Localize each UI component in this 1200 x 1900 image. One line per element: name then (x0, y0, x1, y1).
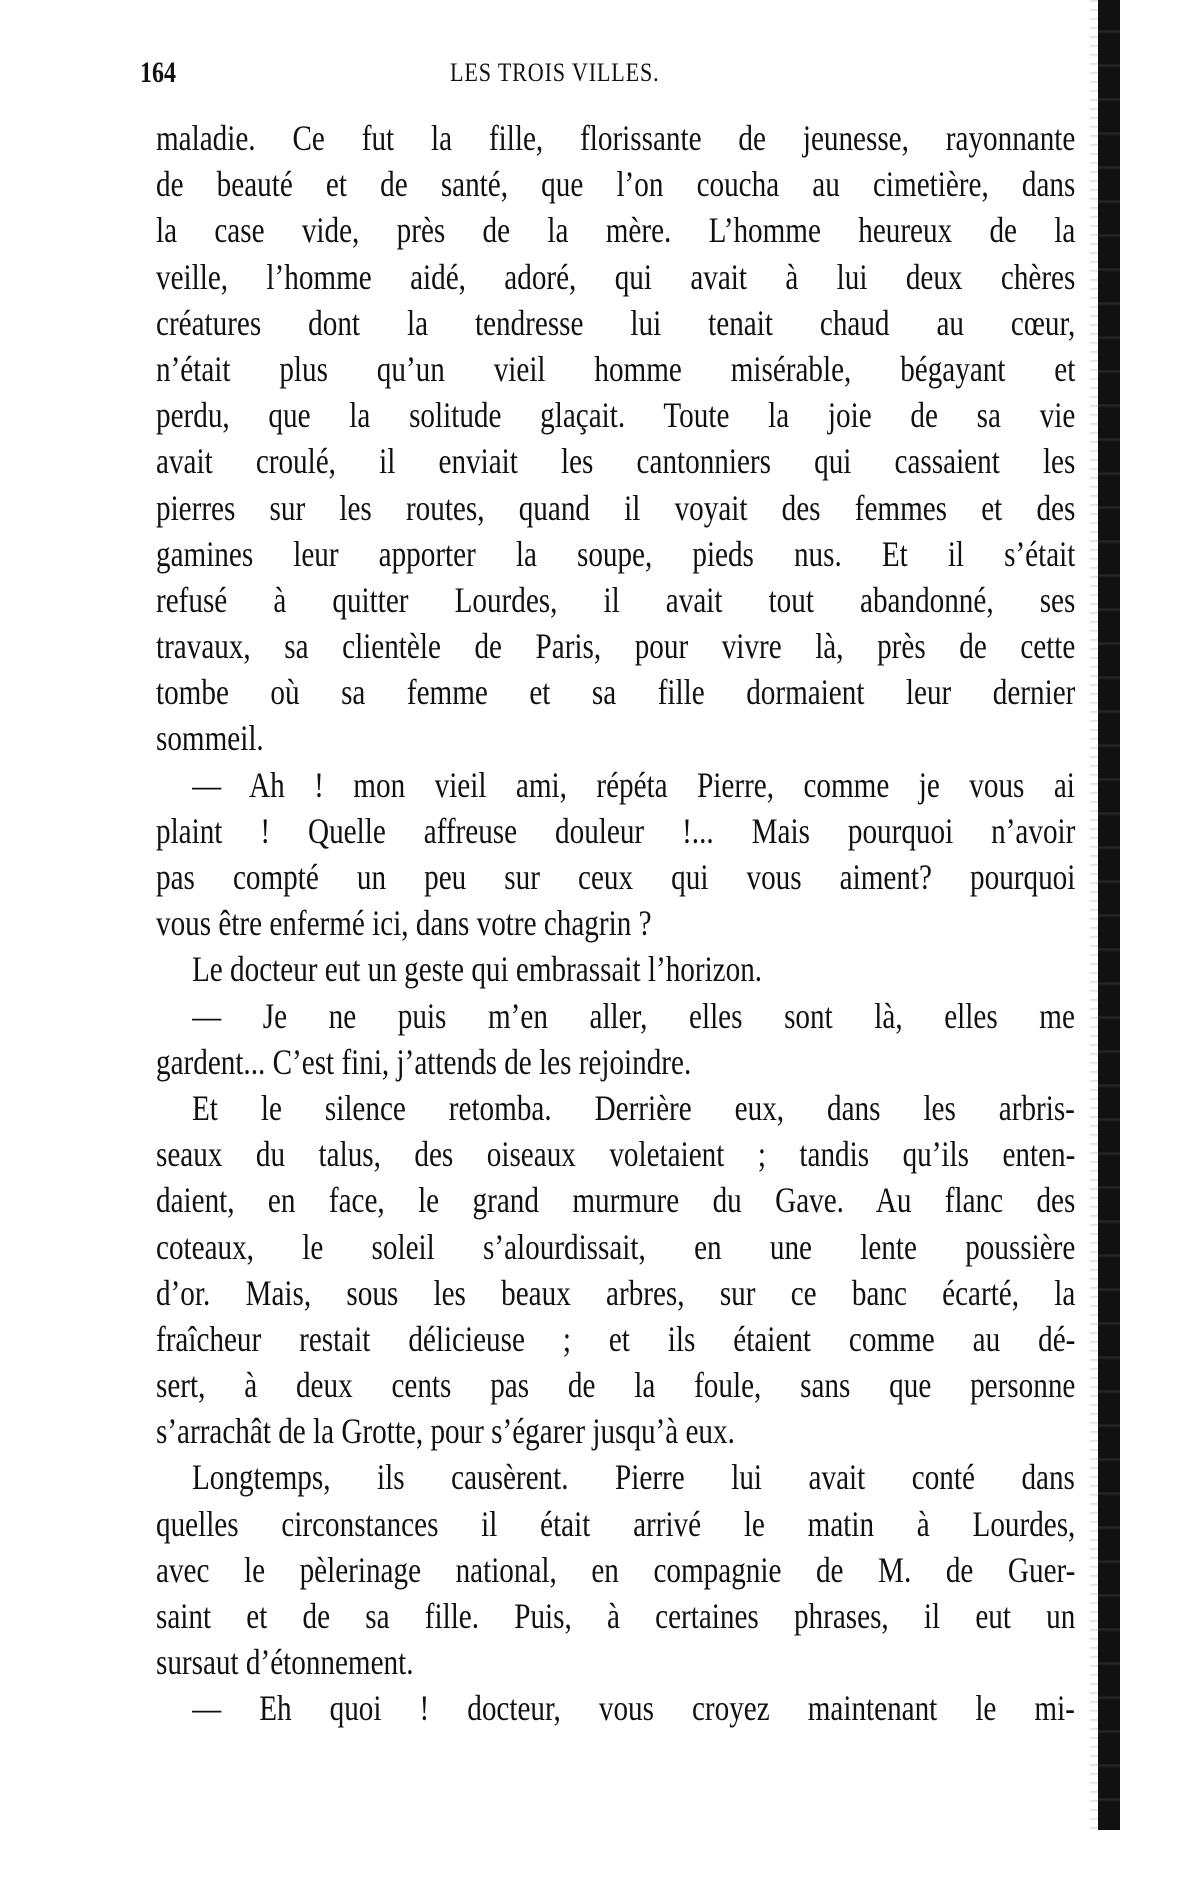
text-line-content: sert, à deux cents pas de la foule, sans que personne (156, 1365, 1076, 1406)
scan-binding-edge (1098, 0, 1120, 1830)
text-line (156, 1362, 1076, 1408)
text-line-content: pas compté un peu sur ceux qui vous aiment? pourquoi (156, 857, 1076, 897)
text-line-content: saint et de sa fille. Puis, à certaines phrases, il eut un (156, 1596, 1076, 1636)
text-line-content: la case vide, près de la mère. L’homme heureux de la (156, 210, 1076, 251)
page-header (140, 56, 940, 96)
text-line (156, 854, 1076, 900)
text-line-content: travaux, sa clientèle de Paris, pour vivre là, près de cette (156, 626, 1076, 667)
text-line (156, 531, 1076, 577)
text-line (156, 715, 1076, 761)
text-line-content: daient, en face, le grand murmure du Gave. Au flanc des (156, 1180, 1076, 1221)
text-line (156, 207, 1076, 253)
text-line-content: pierres sur les routes, quand il voyait des femmes et des (156, 487, 1076, 528)
text-line-content: sursaut d’étonnement. (156, 1642, 414, 1683)
text-line (156, 1501, 1076, 1547)
text-line (156, 669, 1076, 715)
text-line (156, 1685, 1076, 1731)
text-line-content: vous être enfermé ici, dans votre chagrin ? (156, 903, 652, 944)
text-line (156, 1316, 1076, 1362)
page-number: 164 (140, 56, 176, 89)
text-line-content: créatures dont la tendresse lui tenait chaud au cœur, (156, 302, 1076, 343)
text-line (156, 1593, 1076, 1639)
text-line-content: d’or. Mais, sous les beaux arbres, sur ce banc écarté, la (156, 1272, 1076, 1313)
text-line (156, 300, 1076, 346)
text-line (156, 900, 1076, 946)
text-line (156, 1547, 1076, 1593)
text-line-content: Le docteur eut un geste qui embrassait l’horizon. (192, 949, 763, 990)
text-line-content: — Eh quoi ! docteur, vous croyez maintenant le mi- (192, 1688, 1075, 1729)
text-line-content: seaux du talus, des oiseaux voletaient ; tandis qu’ils enten- (156, 1134, 1076, 1175)
text-line (156, 1408, 1076, 1454)
text-line (156, 1270, 1076, 1316)
text-line (156, 1224, 1076, 1270)
text-line (156, 1177, 1076, 1223)
text-line-content: fraîcheur restait délicieuse ; et ils étaient comme au dé- (156, 1318, 1076, 1359)
text-line-content: avec le pèlerinage national, en compagnie de M. de Guer- (156, 1549, 1076, 1590)
text-line (156, 1454, 1076, 1500)
text-line (156, 115, 1076, 161)
text-line-content: gardent... C’est fini, j’attends de les rejoindre. (156, 1041, 692, 1082)
text-line-content: s’arrachât de la Grotte, pour s’égarer jusqu’à eux. (156, 1411, 735, 1452)
text-line (156, 993, 1076, 1039)
text-line-content: plaint ! Quelle affreuse douleur !... Mais pourquoi n’avoir (156, 810, 1076, 851)
text-line (156, 762, 1076, 808)
text-line-content: — Ah ! mon vieil ami, répéta Pierre, comme je vous ai (192, 764, 1075, 805)
text-line (156, 946, 1076, 992)
text-line-content: quelles circonstances il était arrivé le matin à Lourdes, (156, 1503, 1076, 1544)
text-line (156, 1085, 1076, 1131)
text-line-content: sommeil. (156, 718, 264, 759)
text-line-content: avait croulé, il enviait les cantonniers qui cassaient les (156, 441, 1076, 482)
text-line (156, 808, 1076, 854)
text-line (156, 1039, 1076, 1085)
text-line (156, 161, 1076, 207)
text-line (156, 438, 1076, 484)
text-line (156, 577, 1076, 623)
text-line-content: veille, l’homme aidé, adoré, qui avait à lui deux chères (156, 256, 1076, 297)
text-line-content: — Je ne puis m’en aller, elles sont là, elles me (192, 995, 1075, 1036)
text-line (156, 346, 1076, 392)
text-line (156, 623, 1076, 669)
text-line (156, 1131, 1076, 1177)
text-line (156, 254, 1076, 300)
text-line-content: maladie. Ce fut la fille, florissante de jeunesse, rayonnante (156, 118, 1076, 158)
page-body-text (156, 115, 1076, 1732)
text-line-content: de beauté et de santé, que l’on coucha au cimetière, dans (156, 164, 1076, 205)
text-line (156, 485, 1076, 531)
text-line-content: refusé à quitter Lourdes, il avait tout abandonné, ses (156, 579, 1076, 620)
text-line (156, 1639, 1076, 1685)
text-line (156, 392, 1076, 438)
text-line-content: coteaux, le soleil s’alourdissait, en une lente poussière (156, 1226, 1076, 1267)
running-title: LES TROIS VILLES. (450, 58, 660, 87)
text-line-content: tombe où sa femme et sa fille dormaient leur dernier (156, 672, 1076, 713)
text-line-content: Longtemps, ils causèrent. Pierre lui avait conté dans (192, 1457, 1075, 1498)
text-line-content: perdu, que la solitude glaçait. Toute la joie de sa vie (156, 395, 1076, 436)
text-line-content: gamines leur apporter la soupe, pieds nus. Et il s’était (156, 533, 1076, 574)
text-line-content: Et le silence retomba. Derrière eux, dans les arbris- (192, 1087, 1075, 1128)
text-line-content: n’était plus qu’un vieil homme misérable, bégayant et (156, 348, 1076, 389)
scan-edge-speckle (1090, 0, 1098, 1830)
